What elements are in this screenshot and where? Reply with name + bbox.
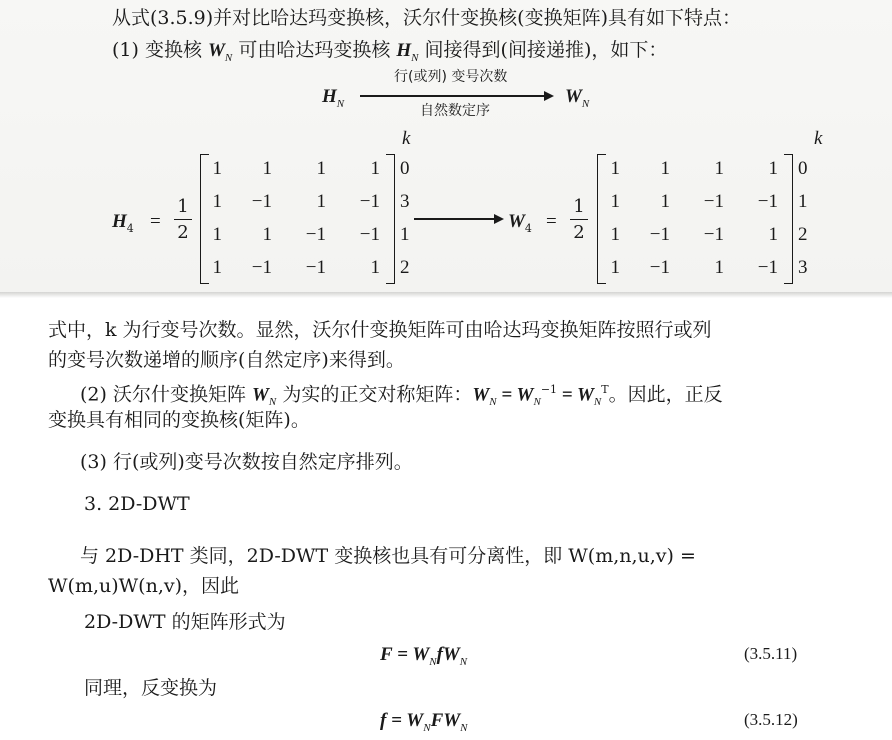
w4-k-r0: 0 [798, 158, 808, 179]
w4-cell-r0-c1: 1 [660, 158, 670, 179]
l3-eq2-sub: N [533, 396, 541, 409]
h4-cell-r0-c1: 1 [262, 158, 272, 179]
l3-eq1-sub: N [489, 396, 497, 409]
equation-1 [380, 642, 467, 674]
matrix-arrow-head [494, 214, 504, 224]
w4-k-r3: 3 [798, 257, 808, 278]
w4-cell-r3-c2: 1 [714, 257, 724, 278]
arrow-head [544, 91, 554, 101]
eq1-mid: fW [436, 644, 460, 665]
matrix-arrow-shaft [414, 218, 494, 220]
h4-cell-r1-c1: −1 [251, 191, 272, 212]
eq2-left: f = W [380, 710, 424, 731]
h4-cell-r3-c1: −1 [251, 257, 272, 278]
w4-name [508, 209, 532, 241]
w4-cell-r2-c1: −1 [649, 224, 670, 245]
h4-cell-r1-c0: 1 [212, 191, 222, 212]
arrow-label-bottom: 自然数定序 [420, 103, 490, 119]
h4-cell-r0-c0: 1 [212, 158, 222, 179]
w4-W: W [508, 211, 525, 232]
w4-cell-r3-c3: −1 [757, 257, 778, 278]
h4-sub: 4 [126, 221, 134, 235]
w-k-label: k [814, 128, 823, 149]
w4-coef-num: 1 [573, 196, 585, 217]
eq1-sub1: N [429, 655, 437, 668]
l3-eq3: = W [557, 384, 594, 406]
h4-cell-r1-c2: 1 [316, 191, 326, 212]
h4-cell-r2-c0: 1 [212, 224, 222, 245]
p1-W: W [208, 40, 225, 61]
body-line-7: W(m,u)W(n,v)，因此 [48, 575, 240, 597]
w4-cell-r0-c3: 1 [768, 158, 778, 179]
w4-sub: 4 [524, 221, 532, 235]
w4-coef-bar [570, 219, 588, 220]
p1-mid: 可由哈达玛变换核 [238, 39, 391, 61]
body-line-8: 2D-DWT 的矩阵形式为 [84, 611, 286, 633]
w4-cell-r1-c0: 1 [610, 191, 620, 212]
h4-k-r3: 2 [400, 257, 410, 278]
l3-eq1: W [472, 384, 490, 406]
h4-H: H [112, 211, 127, 232]
h4-k-r1: 3 [400, 191, 410, 212]
w4-cell-r2-c0: 1 [610, 224, 620, 245]
eq2-sub1: N [423, 721, 431, 734]
w4-coef-den: 2 [573, 222, 585, 243]
h-k-label: k [402, 128, 411, 149]
p1-prefix: (1) 变换核 [112, 39, 202, 61]
arrow-to-W: W [565, 86, 582, 107]
w4-cell-r1-c1: 1 [660, 191, 670, 212]
h4-cell-r2-c1: 1 [262, 224, 272, 245]
equation-2-number: (3.5.12) [744, 710, 798, 729]
p1-N: N [224, 51, 233, 64]
l3-eq2: = W [496, 384, 534, 406]
l3-eq2-sup: −1 [540, 383, 558, 396]
h4-cell-r2-c2: −1 [305, 224, 326, 245]
arrow-to [565, 84, 589, 116]
l3-prefix: (2) 沃尔什变换矩阵 [80, 383, 246, 406]
arrow-shaft [360, 95, 544, 97]
h4-right-bracket [386, 154, 395, 284]
h4-k-r0: 0 [400, 158, 410, 179]
w4-equals: = [546, 211, 557, 232]
w4-cell-r0-c0: 1 [610, 158, 620, 179]
body-line-4: 变换具有相同的变换核(矩阵)。 [48, 409, 310, 431]
l3-suffix: 。因此，正反 [608, 383, 723, 406]
eq1-left: F = W [380, 644, 430, 665]
page-overlay-edge [0, 292, 892, 298]
p1-N2: N [411, 51, 419, 64]
h4-cell-r0-c2: 1 [316, 158, 326, 179]
w4-cell-r3-c0: 1 [610, 257, 620, 278]
h4-name [112, 209, 134, 241]
w4-cell-r2-c2: −1 [703, 224, 724, 245]
w4-cell-r3-c1: −1 [649, 257, 670, 278]
body-line-9: 同理，反变换为 [84, 677, 218, 699]
h4-equals: = [150, 211, 161, 232]
h4-coef-den: 2 [177, 222, 189, 243]
h4-coef-bar [174, 219, 192, 220]
arrow-to-sub: N [581, 97, 590, 110]
arrow-label-top: 行(或列) 变号次数 [394, 69, 508, 85]
eq1-sub2: N [459, 655, 468, 668]
h4-coef-num: 1 [177, 196, 189, 217]
l3-W: W [252, 384, 269, 406]
w4-k-r2: 2 [798, 224, 808, 245]
h4-cell-r0-c3: 1 [370, 158, 380, 179]
h4-cell-r2-c3: −1 [359, 224, 380, 245]
arrow-from-H: H [322, 86, 337, 107]
p1-suffix: 间接得到(间接递推)，如下： [424, 39, 668, 61]
body-line-6: 与 2D-DHT 类同，2D-DWT 变换核也具有可分离性，即 W(m,n,u,v) = [80, 545, 696, 567]
w4-cell-r0-c2: 1 [714, 158, 724, 179]
h4-cell-r3-c2: −1 [305, 257, 326, 278]
w4-cell-r1-c2: −1 [703, 191, 724, 212]
body-line-1: 式中，k 为行变号次数。显然，沃尔什变换矩阵可由哈达玛变换矩阵按照行或列 [48, 319, 712, 341]
intro-line-2 [112, 38, 667, 70]
h4-cell-r1-c3: −1 [359, 191, 380, 212]
l3-N: N [268, 396, 277, 409]
l3-eq3-sub: N [593, 396, 602, 409]
section-heading: 3. 2D-DWT [84, 493, 190, 515]
w4-k-r1: 1 [798, 191, 808, 212]
equation-2 [380, 708, 467, 740]
body-line-5: (3) 行(或列)变号次数按自然定序排列。 [80, 451, 413, 473]
l3-eq3-sup: T [601, 383, 609, 396]
arrow-from-sub: N [336, 97, 345, 110]
eq2-sub2: N [460, 721, 468, 734]
w4-cell-r1-c3: −1 [757, 191, 778, 212]
body-line-2: 的变号次数递增的顺序(自然定序)来得到。 [48, 349, 405, 371]
h4-k-r2: 1 [400, 224, 410, 245]
p1-H: H [396, 40, 412, 61]
l3-mid: 为实的正交对称矩阵： [282, 383, 473, 406]
h4-cell-r3-c0: 1 [212, 257, 222, 278]
eq2-mid: FW [430, 710, 461, 731]
equation-1-number: (3.5.11) [744, 644, 798, 663]
arrow-from [322, 84, 344, 116]
intro-line-1: 从式(3.5.9)并对比哈达玛变换核，沃尔什变换核(变换矩阵)具有如下特点： [112, 7, 741, 29]
w4-right-bracket [784, 154, 793, 284]
h4-cell-r3-c3: 1 [370, 257, 380, 278]
w4-cell-r2-c3: 1 [768, 224, 778, 245]
